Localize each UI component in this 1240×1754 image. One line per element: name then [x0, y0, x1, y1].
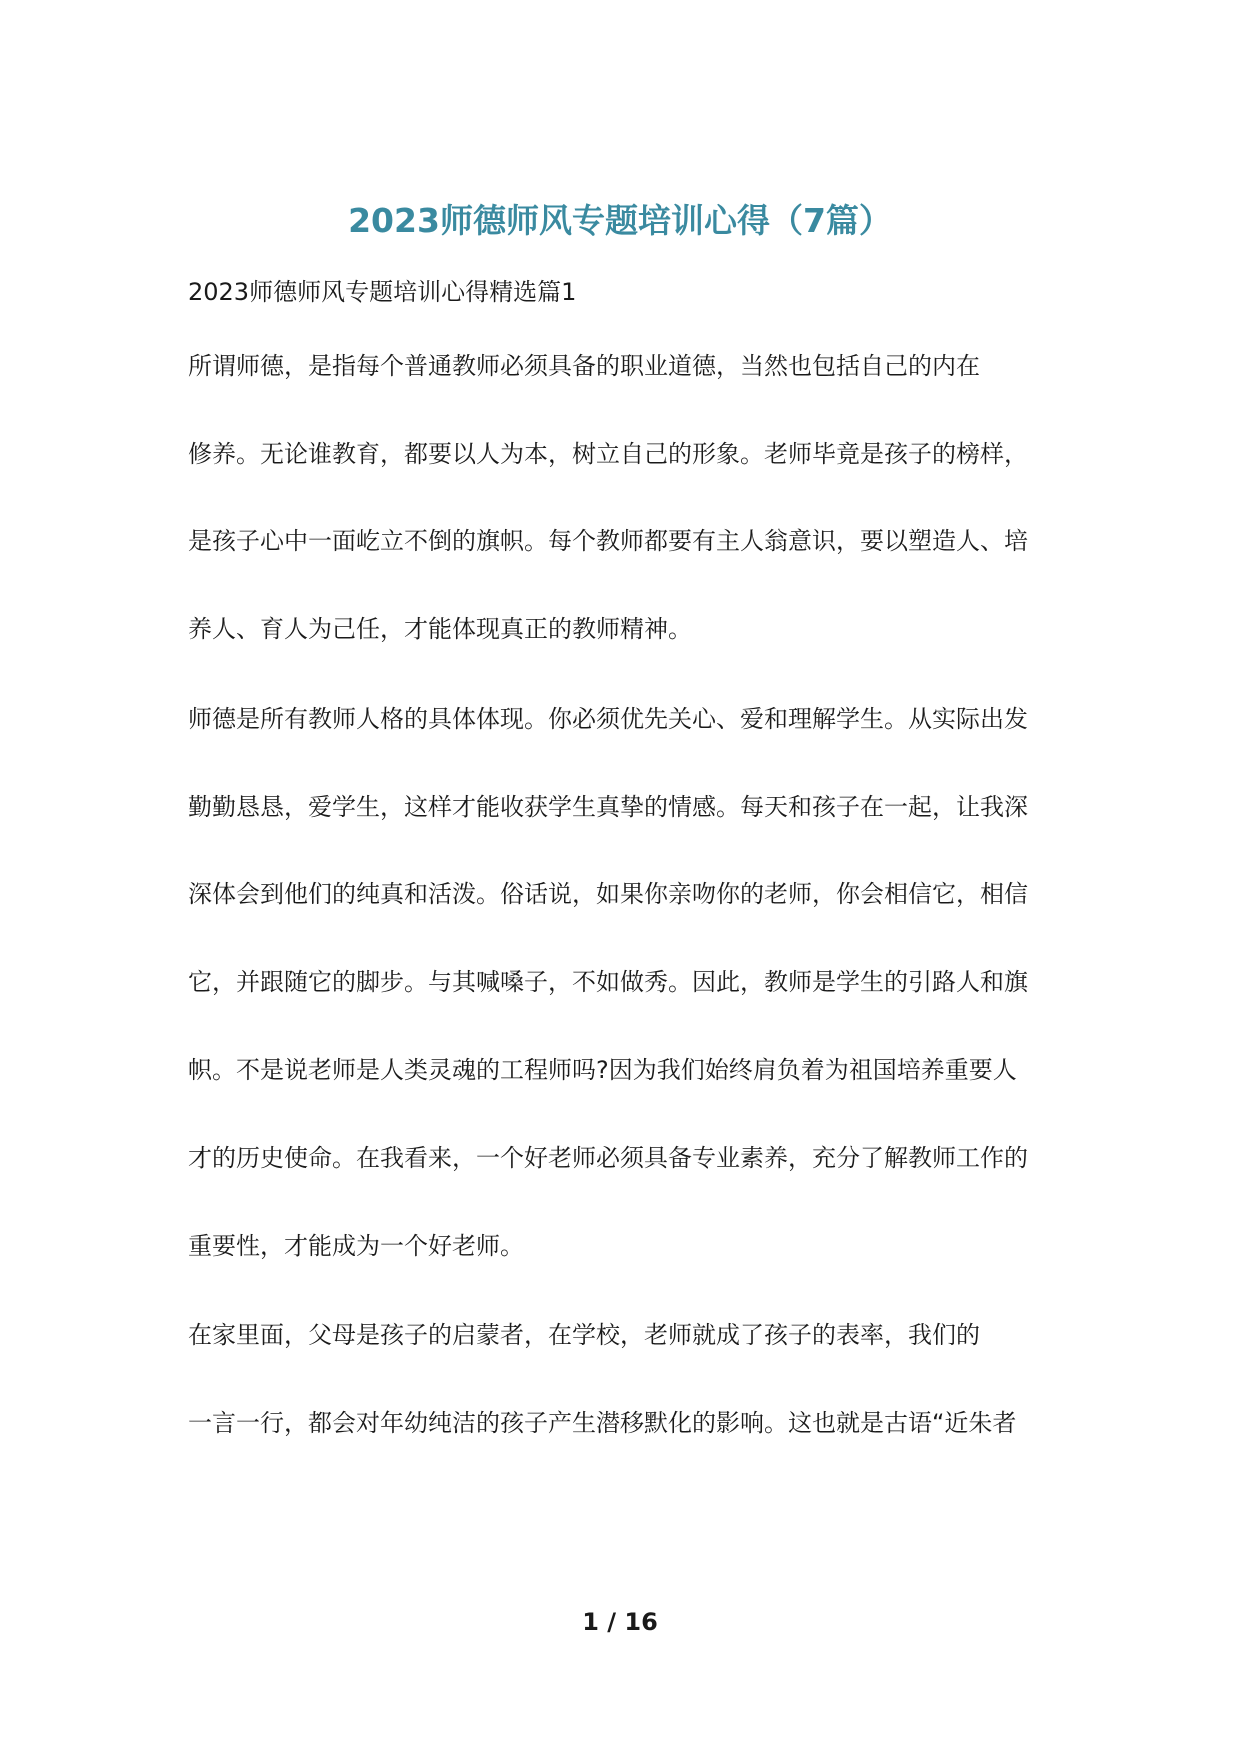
paragraph-line: 修养。无论谁教育，都要以人为本，树立自己的形象。老师毕竟是孩子的榜样，	[188, 440, 1028, 468]
paragraph-line: 深体会到他们的纯真和活泼。俗话说，如果你亲吻你的老师，你会相信它，相信	[188, 880, 1028, 908]
paragraph-line: 才的历史使命。在我看来，一个好老师必须具备专业素养，充分了解教师工作的	[188, 1144, 1028, 1172]
paragraph-line: 养人、育人为己任，才能体现真正的教师精神。	[188, 615, 692, 643]
page-number: 1 / 16	[582, 1608, 658, 1636]
paragraph-line: 是孩子心中一面屹立不倒的旗帜。每个教师都要有主人翁意识，要以塑造人、培	[188, 527, 1028, 555]
paragraph-line: 帜。不是说老师是人类灵魂的工程师吗?因为我们始终肩负着为祖国培养重要人	[188, 1056, 1017, 1084]
paragraph-line: 勤勤恳恳，爱学生，这样才能收获学生真挚的情感。每天和孩子在一起，让我深	[188, 793, 1028, 821]
section-heading: 2023师德师风专题培训心得精选篇1	[188, 278, 577, 306]
paragraph-line: 在家里面，父母是孩子的启蒙者，在学校，老师就成了孩子的表率，我们的	[188, 1321, 980, 1349]
paragraph-line: 师德是所有教师人格的具体体现。你必须优先关心、爱和理解学生。从实际出发	[188, 705, 1028, 733]
paragraph-line: 一言一行，都会对年幼纯洁的孩子产生潜移默化的影响。这也就是古语“近朱者	[188, 1409, 1017, 1437]
paragraph-line: 重要性，才能成为一个好老师。	[188, 1232, 524, 1260]
paragraph-line: 所谓师德，是指每个普通教师必须具备的职业道德，当然也包括自己的内在	[188, 352, 980, 380]
paragraph-line: 它，并跟随它的脚步。与其喊嗓子，不如做秀。因此，教师是学生的引路人和旗	[188, 968, 1028, 996]
document-title: 2023师德师风专题培训心得（7篇）	[348, 201, 892, 240]
